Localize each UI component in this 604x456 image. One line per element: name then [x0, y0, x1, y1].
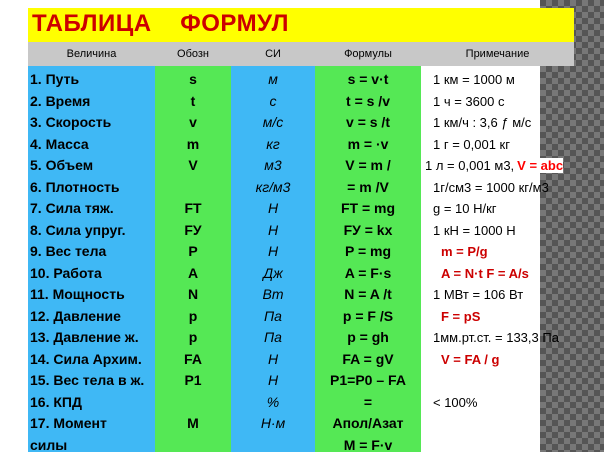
cell-si-text: Н — [268, 243, 278, 259]
header-notes: Примечание — [421, 42, 574, 66]
cell-si-text: Н — [268, 372, 278, 388]
cell-formula-text: M = F·v — [344, 437, 393, 453]
cell-symbol-text: P — [188, 243, 197, 259]
header-quantity: Величина — [28, 42, 155, 66]
column-formulas — [315, 66, 421, 452]
cell-note — [421, 112, 552, 134]
cell-note-text: 1 км/ч : 3,6 ƒ м/с — [433, 115, 531, 130]
cell-symbol-text: P1 — [184, 372, 201, 388]
cell-quantity — [28, 435, 157, 456]
cell-symbol-text: FT — [184, 200, 201, 216]
title-bar — [28, 8, 574, 42]
cell-quantity-text: 14. Сила Архим. — [30, 351, 142, 367]
cell-quantity — [28, 198, 157, 220]
cell-si — [231, 241, 315, 263]
cell-symbol — [155, 198, 231, 220]
cell-note-text: 1 км = 1000 м — [433, 72, 515, 87]
cell-symbol — [155, 263, 231, 285]
cell-si — [231, 112, 315, 134]
cell-si — [231, 263, 315, 285]
cell-note — [421, 177, 552, 199]
cell-note — [421, 413, 552, 435]
cell-symbol — [155, 392, 231, 414]
cell-quantity-text: 3. Скорость — [30, 114, 111, 130]
cell-si-text: Н — [268, 222, 278, 238]
cell-formula-text: s = v·t — [348, 71, 389, 87]
cell-quantity-text: 8. Сила упруг. — [30, 222, 126, 238]
cell-formula-text: FA = gV — [342, 351, 393, 367]
cell-si — [231, 220, 315, 242]
cell-formula — [315, 349, 421, 371]
cell-si — [231, 198, 315, 220]
cell-quantity-text: 11. Мощность — [30, 286, 125, 302]
cell-quantity — [28, 370, 157, 392]
cell-si-text: с — [270, 93, 277, 109]
cell-formula — [315, 435, 421, 456]
cell-quantity — [28, 220, 157, 242]
cell-note — [421, 220, 552, 242]
column-quantity — [28, 66, 155, 452]
cell-si-text: Н — [268, 200, 278, 216]
cell-formula-text: A = F·s — [345, 265, 392, 281]
cell-formula-text: N = A /t — [344, 286, 392, 302]
cell-note-text: 1г/см3 = 1000 кг/м3 — [433, 180, 549, 195]
cell-quantity — [28, 413, 157, 435]
cell-symbol-text: m — [187, 136, 199, 152]
cell-symbol — [155, 349, 231, 371]
cell-si-text: Н·м — [261, 415, 285, 431]
cell-symbol — [155, 370, 231, 392]
table-header — [28, 42, 574, 66]
header-si: СИ — [231, 42, 315, 66]
cell-formula — [315, 327, 421, 349]
cell-symbol — [155, 69, 231, 91]
cell-quantity — [28, 306, 157, 328]
cell-note — [421, 435, 552, 456]
cell-note-text: 1 л = 0,001 м3, — [425, 158, 514, 173]
header-symbol: Обозн — [155, 42, 231, 66]
cell-quantity-text: 17. Момент — [30, 415, 107, 431]
cell-quantity-text: 1. Путь — [30, 71, 79, 87]
cell-formula-text: t = s /v — [346, 93, 390, 109]
cell-si-text: м3 — [264, 157, 281, 173]
cell-si — [231, 370, 315, 392]
cell-symbol — [155, 91, 231, 113]
cell-quantity-text: 6. Плотность — [30, 179, 119, 195]
cell-si-text: Н — [268, 351, 278, 367]
cell-symbol-text: v — [189, 114, 197, 130]
cell-quantity-text: 2. Время — [30, 93, 90, 109]
cell-note-text: 1 кН = 1000 Н — [433, 223, 516, 238]
cell-formula-text: p = gh — [347, 329, 389, 345]
cell-formula — [315, 155, 421, 177]
cell-quantity — [28, 349, 157, 371]
cell-formula-text: Апол/Азат — [332, 415, 403, 431]
cell-formula — [315, 134, 421, 156]
cell-note — [421, 349, 552, 371]
cell-note-highlight: V = FA / g — [441, 352, 499, 367]
cell-symbol-text: FA — [184, 351, 202, 367]
cell-symbol-text: p — [189, 329, 198, 345]
cell-symbol — [155, 284, 231, 306]
cell-symbol-text: t — [191, 93, 196, 109]
cell-formula-text: m = ·v — [348, 136, 389, 152]
cell-note-highlight: A = N·t F = A/s — [441, 266, 529, 281]
column-notes — [421, 66, 540, 452]
cell-symbol — [155, 134, 231, 156]
cell-si — [231, 134, 315, 156]
cell-formula-text: P = mg — [345, 243, 391, 259]
cell-formula — [315, 306, 421, 328]
cell-si-text: м — [268, 71, 278, 87]
column-symbol — [155, 66, 231, 452]
cell-formula-text: v = s /t — [346, 114, 390, 130]
cell-note-text: < 100% — [433, 395, 477, 410]
cell-quantity — [28, 177, 157, 199]
cell-symbol — [155, 112, 231, 134]
cell-quantity — [28, 327, 157, 349]
cell-note-text: 1мм.рт.ст. = 133,3 Па — [433, 330, 559, 345]
cell-quantity-text: 12. Давление — [30, 308, 121, 324]
header-formulas: Формулы — [315, 42, 421, 66]
cell-quantity-text: 4. Масса — [30, 136, 89, 152]
cell-si — [231, 284, 315, 306]
cell-formula-text: p = F /S — [343, 308, 393, 324]
cell-si-text: кг — [266, 136, 280, 152]
cell-symbol — [155, 220, 231, 242]
cell-note — [421, 370, 552, 392]
cell-note-highlight: V = abc — [517, 158, 563, 173]
cell-quantity — [28, 392, 157, 414]
cell-formula — [315, 370, 421, 392]
cell-quantity — [28, 263, 157, 285]
cell-formula — [315, 392, 421, 414]
cell-note — [421, 284, 552, 306]
cell-formula-text: FT = mg — [341, 200, 395, 216]
cell-formula — [315, 220, 421, 242]
cell-symbol-text: A — [188, 265, 198, 281]
cell-note — [421, 91, 552, 113]
cell-formula-text: FУ = kx — [344, 222, 393, 238]
cell-formula-text: P1=P0 – FA — [330, 372, 406, 388]
cell-formula — [315, 413, 421, 435]
cell-quantity — [28, 134, 157, 156]
cell-si — [231, 392, 315, 414]
cell-formula-text: = — [364, 394, 372, 410]
cell-si — [231, 177, 315, 199]
cell-formula — [315, 284, 421, 306]
cell-si — [231, 327, 315, 349]
cell-quantity-text: 15. Вес тела в ж. — [30, 372, 144, 388]
cell-quantity-text: 16. КПД — [30, 394, 82, 410]
cell-note — [421, 327, 552, 349]
cell-formula — [315, 241, 421, 263]
cell-formula — [315, 91, 421, 113]
cell-quantity-text: 7. Сила тяж. — [30, 200, 114, 216]
cell-quantity-text: 5. Объем — [30, 157, 93, 173]
cell-symbol — [155, 177, 231, 199]
cell-symbol — [155, 155, 231, 177]
cell-formula — [315, 69, 421, 91]
cell-si-text: % — [267, 394, 279, 410]
cell-symbol — [155, 241, 231, 263]
cell-si-text: Вт — [263, 286, 284, 302]
cell-quantity-text: 9. Вес тела — [30, 243, 106, 259]
cell-symbol-text: p — [189, 308, 198, 324]
cell-note — [421, 263, 552, 285]
cell-note — [421, 392, 552, 414]
cell-quantity — [28, 112, 157, 134]
cell-symbol — [155, 327, 231, 349]
cell-note-text: g = 10 Н/кг — [433, 201, 497, 216]
cell-formula-text: V = m / — [345, 157, 391, 173]
cell-note — [421, 241, 552, 263]
cell-symbol-text: N — [188, 286, 198, 302]
cell-si-text: Дж — [263, 265, 283, 281]
cell-quantity-text: 10. Работа — [30, 265, 102, 281]
cell-formula — [315, 263, 421, 285]
cell-note — [421, 134, 552, 156]
cell-si — [231, 69, 315, 91]
cell-formula-text: = m /V — [347, 179, 389, 195]
cell-quantity — [28, 284, 157, 306]
cell-symbol — [155, 306, 231, 328]
cell-symbol-text: M — [187, 415, 199, 431]
cell-formula — [315, 177, 421, 199]
cell-symbol — [155, 435, 231, 456]
cell-quantity — [28, 69, 157, 91]
cell-quantity-text: 13. Давление ж. — [30, 329, 139, 345]
cell-si — [231, 91, 315, 113]
cell-note-text: 1 МВт = 106 Вт — [433, 287, 523, 302]
cell-si — [231, 413, 315, 435]
cell-si-text: Па — [264, 308, 282, 324]
cell-quantity — [28, 155, 157, 177]
cell-quantity — [28, 241, 157, 263]
cell-si — [231, 155, 315, 177]
cell-si-text: Па — [264, 329, 282, 345]
cell-quantity — [28, 91, 157, 113]
cell-note-highlight: m = P/g — [441, 244, 488, 259]
cell-quantity-text: силы — [30, 437, 67, 453]
cell-symbol-text: V — [188, 157, 197, 173]
cell-si — [231, 349, 315, 371]
cell-note — [421, 198, 552, 220]
cell-si-text: кг/м3 — [256, 179, 291, 195]
cell-note-highlight: F = pS — [441, 309, 480, 324]
cell-note — [421, 155, 544, 177]
column-si — [231, 66, 315, 452]
cell-si-text: м/с — [263, 114, 284, 130]
cell-note — [421, 306, 552, 328]
cell-symbol-text: FУ — [184, 222, 201, 238]
cell-note — [421, 69, 552, 91]
cell-formula — [315, 112, 421, 134]
page-title: ТАБЛИЦА ФОРМУЛ — [32, 10, 289, 38]
cell-formula — [315, 198, 421, 220]
cell-si — [231, 306, 315, 328]
cell-si — [231, 435, 315, 456]
cell-note-text: 1 ч = 3600 с — [433, 94, 504, 109]
cell-note-text: 1 г = 0,001 кг — [433, 137, 510, 152]
cell-symbol — [155, 413, 231, 435]
cell-symbol-text: s — [189, 71, 197, 87]
